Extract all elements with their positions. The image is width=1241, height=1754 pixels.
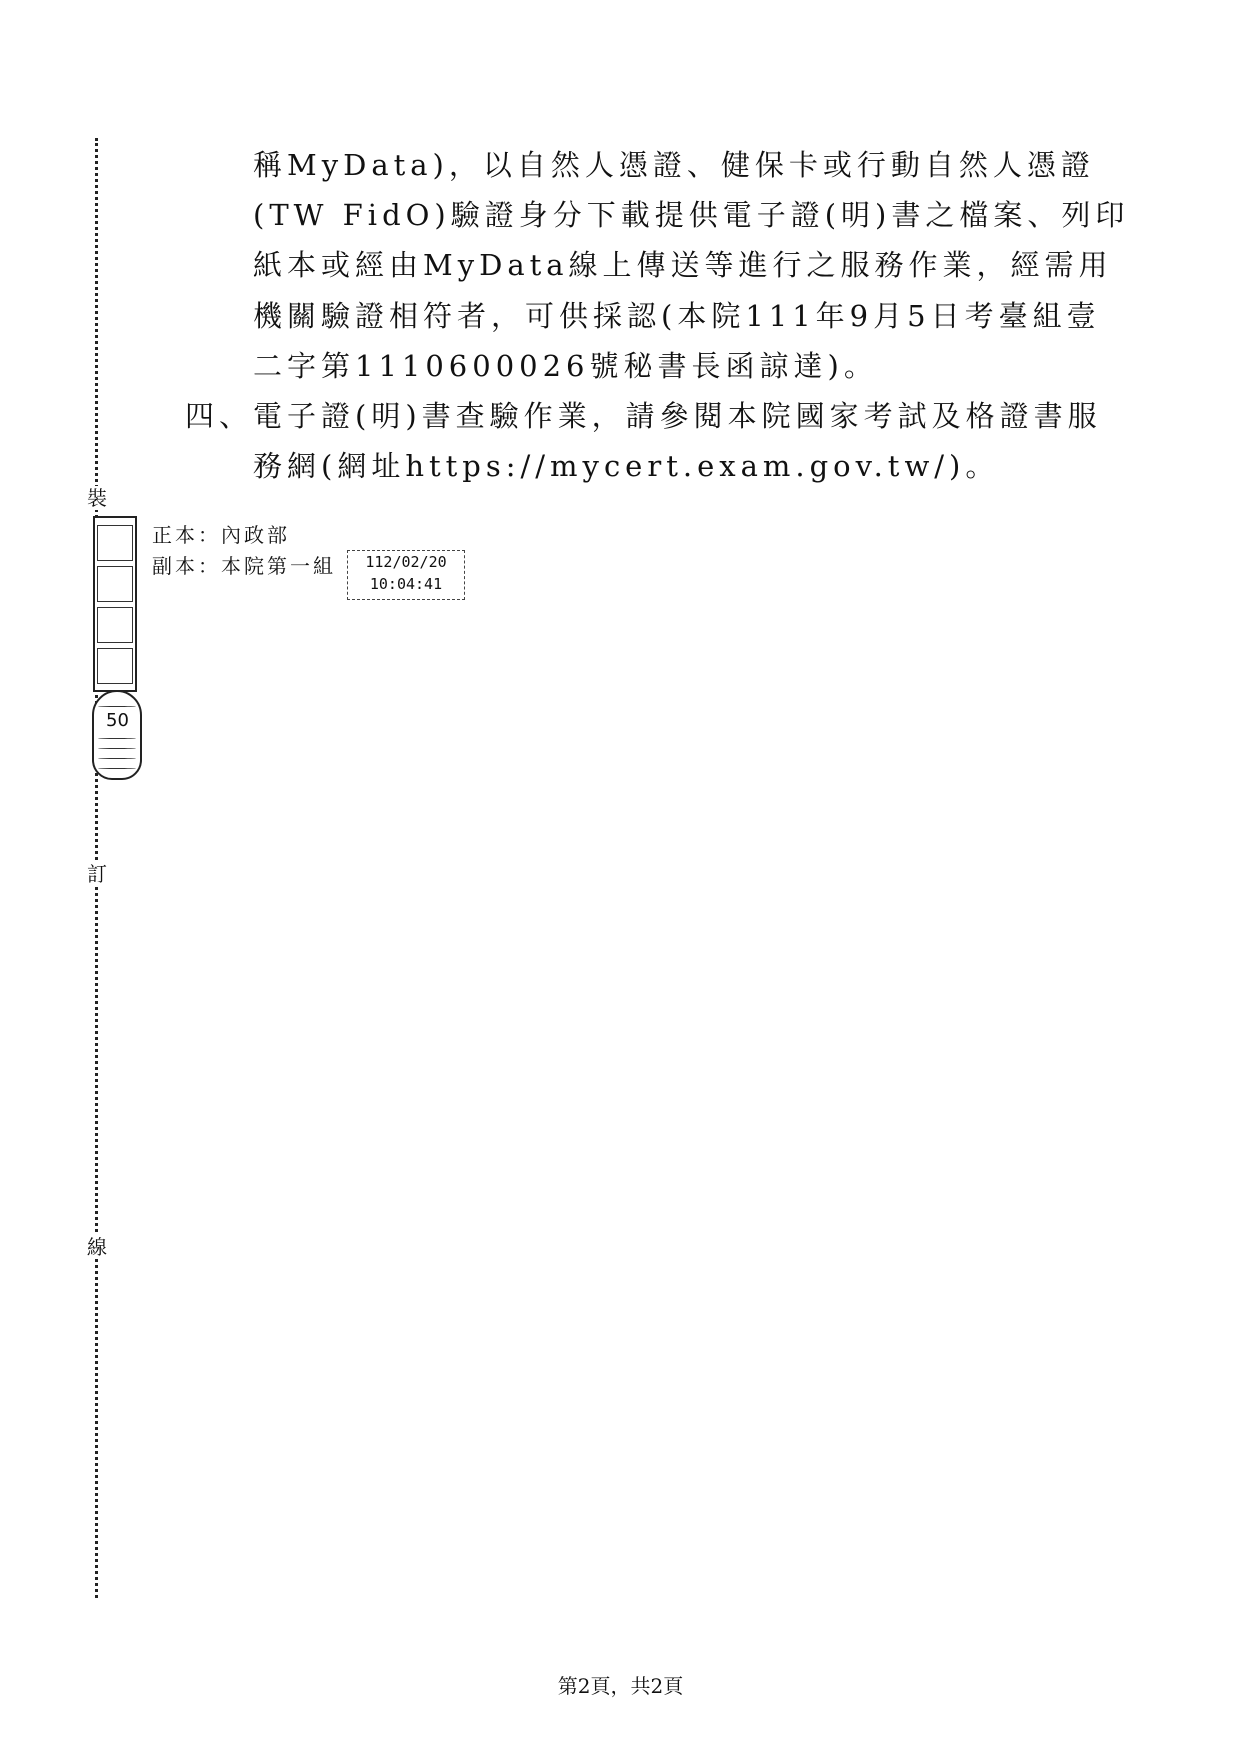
binding-label-ding: 訂 [87, 862, 107, 886]
item-4-number: 四、 [185, 399, 254, 433]
official-seal-stamp [93, 516, 137, 692]
seal-glyph-block [97, 525, 133, 561]
seal-glyph-block [97, 566, 133, 602]
body-line-3: 紙本或經由MyData線上傳送等進行之服務作業，經需用 [253, 248, 1113, 282]
body-line-2: (TW FidO)驗證身分下載提供電子證(明)書之檔案、列印 [253, 198, 1130, 232]
page-number-footer: 第2頁，共2頁 [557, 1674, 684, 1698]
body-line-1: 稱MyData)，以自然人憑證、健保卡或行動自然人憑證 [253, 148, 1095, 182]
item-4-line-2: 務網(網址https://mycert.exam.gov.tw/)。 [253, 449, 1000, 483]
round-seal-number: 50 [106, 710, 129, 731]
item-4-line-1: 電子證(明)書查驗作業，請參閱本院國家考試及格證書服 [253, 399, 1102, 433]
distribution-main: 正本：內政部 [152, 523, 290, 547]
binding-label-xian: 線 [87, 1235, 107, 1259]
round-seal-stamp [92, 690, 142, 780]
time-stamp-time: 10:04:41 [369, 575, 443, 593]
distribution-copy: 副本：本院第一組 [152, 554, 336, 578]
body-line-4: 機關驗證相符者，可供採認(本院111年9月5日考臺組壹 [253, 299, 1101, 333]
binding-label-zhuang: 裝 [87, 486, 107, 510]
time-stamp-date: 112/02/20 [365, 553, 447, 571]
seal-glyph-block [97, 648, 133, 684]
seal-glyph-block [97, 607, 133, 643]
body-line-5: 二字第1110600026號秘書長函諒達)。 [253, 349, 878, 383]
receipt-time-stamp [347, 550, 465, 600]
